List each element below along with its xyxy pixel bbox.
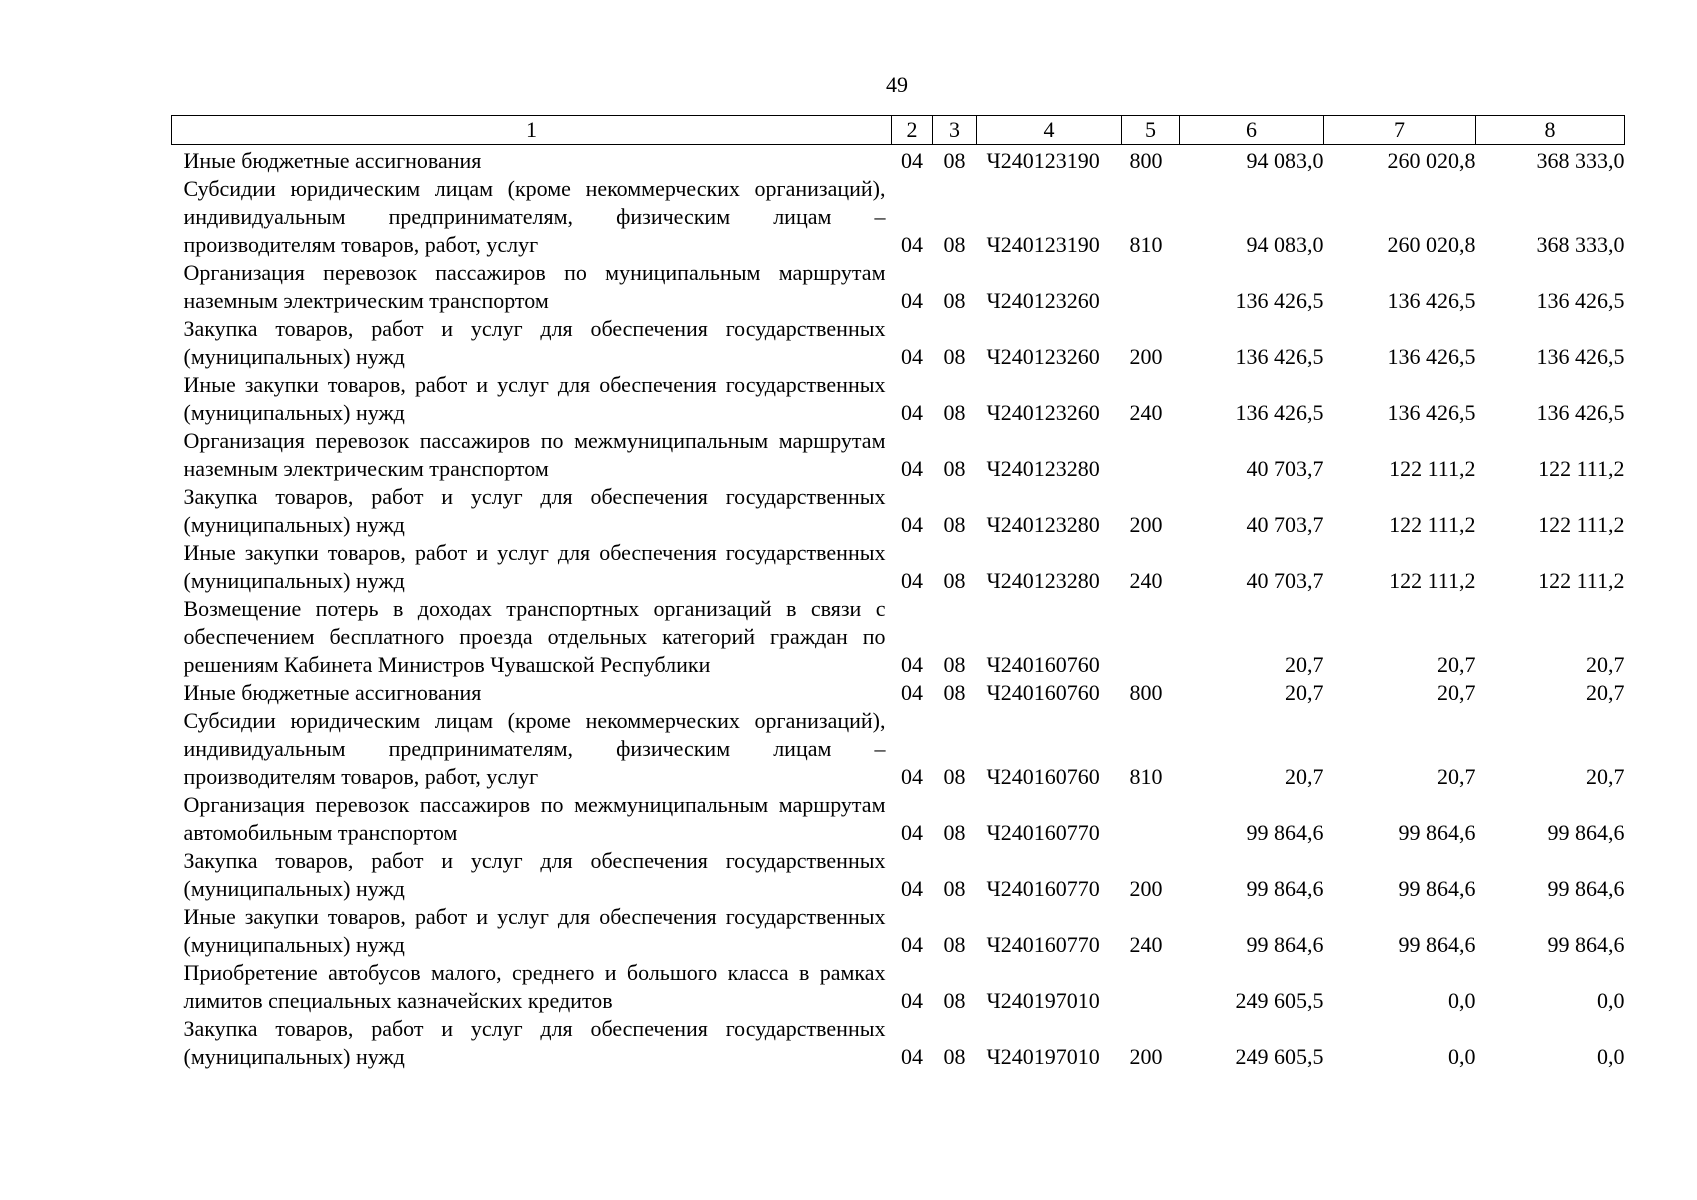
row-amount-year-2: 0,0 <box>1448 1044 1476 1069</box>
table-row <box>172 483 1625 539</box>
row-name: Иные бюджетные ассигнования <box>183 148 482 173</box>
row-amount-year-3: 99 864,6 <box>1547 932 1625 957</box>
header-col-6: 6 <box>1180 116 1324 145</box>
row-section: 04 <box>901 652 923 677</box>
row-amount-year-2: 136 426,5 <box>1387 400 1476 425</box>
table-body <box>172 145 1625 1072</box>
row-name: Возмещение потерь в доходах транспортных организаций в связи с обеспечением бесплатного проезда отдельных категорий граждан по решениям Кабинета Министров Чувашской Республики <box>183 596 886 677</box>
row-subsection: 08 <box>943 932 966 957</box>
row-target-code: Ч240160770 <box>986 820 1100 845</box>
row-target-code: Ч240123260 <box>986 344 1100 369</box>
row-expense-type <box>1122 259 1180 315</box>
table-row <box>172 371 1625 427</box>
row-amount-year-2: 20,7 <box>1437 764 1476 789</box>
row-target-code: Ч240160760 <box>986 680 1100 705</box>
row-amount-year-1: 20,7 <box>1285 680 1324 705</box>
row-amount-year-1: 136 426,5 <box>1235 344 1324 369</box>
row-amount-year-3: 20,7 <box>1586 680 1625 705</box>
row-amount-year-3: 99 864,6 <box>1547 876 1625 901</box>
row-subsection: 08 <box>943 652 966 677</box>
row-subsection: 08 <box>943 232 966 257</box>
table-row <box>172 959 1625 1015</box>
row-name: Закупка товаров, работ и услуг для обеспечения государственных (муниципальных) нужд <box>183 316 886 369</box>
row-amount-year-1: 136 426,5 <box>1235 400 1324 425</box>
row-subsection: 08 <box>943 876 966 901</box>
row-target-code: Ч240123280 <box>986 456 1100 481</box>
row-name: Субсидии юридическим лицам (кроме некоммерческих организаций), индивидуальным предпринимателям, физическим лицам – производителям товаров, работ, услуг <box>183 708 886 789</box>
table-row <box>172 707 1625 791</box>
row-name: Приобретение автобусов малого, среднего и большого класса в рамках лимитов специальных казначейских кредитов <box>183 960 886 1013</box>
row-amount-year-1: 249 605,5 <box>1235 1044 1324 1069</box>
row-amount-year-2: 99 864,6 <box>1398 932 1476 957</box>
row-amount-year-2: 20,7 <box>1437 652 1476 677</box>
row-target-code: Ч240123190 <box>986 232 1100 257</box>
row-target-code: Ч240160770 <box>986 932 1100 957</box>
row-section: 04 <box>901 344 923 369</box>
row-amount-year-1: 40 703,7 <box>1246 456 1324 481</box>
row-target-code: Ч240123260 <box>986 288 1100 313</box>
table-row <box>172 145 1625 176</box>
row-target-code: Ч240160760 <box>986 652 1100 677</box>
row-target-code: Ч240123260 <box>986 400 1100 425</box>
table-row <box>172 427 1625 483</box>
row-amount-year-3: 368 333,0 <box>1536 232 1625 257</box>
row-amount-year-2: 122 111,2 <box>1389 512 1476 537</box>
row-expense-type: 200 <box>1129 512 1163 537</box>
row-expense-type: 240 <box>1129 932 1163 957</box>
header-col-2: 2 <box>892 116 933 145</box>
row-section: 04 <box>901 400 923 425</box>
row-section: 04 <box>901 988 923 1013</box>
header-col-4: 4 <box>977 116 1122 145</box>
row-expense-type: 800 <box>1129 148 1163 173</box>
row-amount-year-2: 0,0 <box>1448 988 1476 1013</box>
row-expense-type: 800 <box>1129 680 1163 705</box>
row-subsection: 08 <box>943 1044 966 1069</box>
header-col-3: 3 <box>933 116 977 145</box>
header-col-7: 7 <box>1324 116 1476 145</box>
table-row <box>172 259 1625 315</box>
row-subsection: 08 <box>943 456 966 481</box>
table-row <box>172 595 1625 679</box>
table-row <box>172 175 1625 259</box>
row-amount-year-3: 20,7 <box>1586 764 1625 789</box>
row-section: 04 <box>901 512 923 537</box>
row-amount-year-2: 99 864,6 <box>1398 876 1476 901</box>
row-name: Иные закупки товаров, работ и услуг для обеспечения государственных (муниципальных) нужд <box>183 372 886 425</box>
row-amount-year-1: 40 703,7 <box>1246 512 1324 537</box>
row-amount-year-2: 260 020,8 <box>1387 148 1476 173</box>
row-section: 04 <box>901 876 923 901</box>
row-expense-type <box>1122 959 1180 1015</box>
table-row <box>172 903 1625 959</box>
row-name: Закупка товаров, работ и услуг для обеспечения государственных (муниципальных) нужд <box>183 848 886 901</box>
table-row <box>172 315 1625 371</box>
row-target-code: Ч240160770 <box>986 876 1100 901</box>
row-name: Иные закупки товаров, работ и услуг для обеспечения государственных (муниципальных) нужд <box>183 540 886 593</box>
row-section: 04 <box>901 1044 923 1069</box>
table-row <box>172 679 1625 707</box>
row-amount-year-1: 99 864,6 <box>1246 932 1324 957</box>
table-header <box>172 116 1625 145</box>
page-number: 49 <box>886 72 908 97</box>
row-amount-year-2: 136 426,5 <box>1387 344 1476 369</box>
row-expense-type: 200 <box>1129 876 1163 901</box>
row-amount-year-1: 94 083,0 <box>1246 232 1324 257</box>
row-amount-year-3: 0,0 <box>1597 988 1625 1013</box>
row-subsection: 08 <box>943 820 966 845</box>
row-name: Иные бюджетные ассигнования <box>183 680 482 705</box>
row-subsection: 08 <box>943 988 966 1013</box>
row-subsection: 08 <box>943 148 966 173</box>
row-target-code: Ч240197010 <box>986 1044 1100 1069</box>
row-amount-year-1: 20,7 <box>1285 764 1324 789</box>
row-subsection: 08 <box>943 400 966 425</box>
row-subsection: 08 <box>943 680 966 705</box>
row-amount-year-1: 99 864,6 <box>1246 876 1324 901</box>
row-name: Субсидии юридическим лицам (кроме некоммерческих организаций), индивидуальным предпринимателям, физическим лицам – производителям товаров, работ, услуг <box>183 176 886 257</box>
row-expense-type <box>1122 595 1180 679</box>
row-amount-year-3: 122 111,2 <box>1538 512 1625 537</box>
row-target-code: Ч240197010 <box>986 988 1100 1013</box>
row-name: Иные закупки товаров, работ и услуг для обеспечения государственных (муниципальных) нужд <box>183 904 886 957</box>
row-amount-year-1: 94 083,0 <box>1246 148 1324 173</box>
row-amount-year-2: 20,7 <box>1437 680 1476 705</box>
row-section: 04 <box>901 680 923 705</box>
row-amount-year-3: 368 333,0 <box>1536 148 1625 173</box>
header-col-1: 1 <box>172 116 892 145</box>
row-name: Закупка товаров, работ и услуг для обеспечения государственных (муниципальных) нужд <box>183 1016 886 1069</box>
row-section: 04 <box>901 568 923 593</box>
row-section: 04 <box>901 820 923 845</box>
row-section: 04 <box>901 764 923 789</box>
table-row <box>172 539 1625 595</box>
row-amount-year-3: 0,0 <box>1597 1044 1625 1069</box>
row-section: 04 <box>901 456 923 481</box>
row-expense-type: 810 <box>1129 232 1163 257</box>
row-amount-year-1: 136 426,5 <box>1235 288 1324 313</box>
row-amount-year-3: 136 426,5 <box>1536 288 1625 313</box>
row-amount-year-1: 40 703,7 <box>1246 568 1324 593</box>
header-row <box>172 116 1625 145</box>
row-amount-year-2: 136 426,5 <box>1387 288 1476 313</box>
row-expense-type <box>1122 791 1180 847</box>
row-subsection: 08 <box>943 288 966 313</box>
row-amount-year-3: 122 111,2 <box>1538 456 1625 481</box>
row-expense-type: 240 <box>1129 568 1163 593</box>
row-target-code: Ч240123280 <box>986 512 1100 537</box>
row-amount-year-1: 99 864,6 <box>1246 820 1324 845</box>
row-subsection: 08 <box>943 568 966 593</box>
row-target-code: Ч240123280 <box>986 568 1100 593</box>
row-expense-type <box>1122 427 1180 483</box>
row-amount-year-2: 122 111,2 <box>1389 568 1476 593</box>
row-amount-year-2: 122 111,2 <box>1389 456 1476 481</box>
row-name: Организация перевозок пассажиров по межмуниципальным маршрутам наземным электрическим транспортом <box>183 428 886 481</box>
row-section: 04 <box>901 232 923 257</box>
row-section: 04 <box>901 932 923 957</box>
row-target-code: Ч240123190 <box>986 148 1100 173</box>
row-section: 04 <box>901 148 923 173</box>
row-subsection: 08 <box>943 764 966 789</box>
table-row <box>172 1015 1625 1071</box>
row-amount-year-1: 249 605,5 <box>1235 988 1324 1013</box>
row-amount-year-3: 136 426,5 <box>1536 344 1625 369</box>
table-row <box>172 847 1625 903</box>
row-amount-year-3: 20,7 <box>1586 652 1625 677</box>
table-row <box>172 791 1625 847</box>
budget-table <box>171 115 1625 1071</box>
row-amount-year-1: 20,7 <box>1285 652 1324 677</box>
row-name: Организация перевозок пассажиров по муниципальным маршрутам наземным электрическим транспортом <box>183 260 886 313</box>
row-amount-year-3: 99 864,6 <box>1547 820 1625 845</box>
header-col-5: 5 <box>1122 116 1180 145</box>
row-amount-year-2: 99 864,6 <box>1398 820 1476 845</box>
row-name: Закупка товаров, работ и услуг для обеспечения государственных (муниципальных) нужд <box>183 484 886 537</box>
row-subsection: 08 <box>943 344 966 369</box>
header-col-8: 8 <box>1476 116 1625 145</box>
row-expense-type: 200 <box>1129 1044 1163 1069</box>
row-section: 04 <box>901 288 923 313</box>
row-amount-year-2: 260 020,8 <box>1387 232 1476 257</box>
row-expense-type: 240 <box>1129 400 1163 425</box>
row-expense-type: 810 <box>1129 764 1163 789</box>
row-amount-year-3: 136 426,5 <box>1536 400 1625 425</box>
row-expense-type: 200 <box>1129 344 1163 369</box>
row-amount-year-3: 122 111,2 <box>1538 568 1625 593</box>
row-subsection: 08 <box>943 512 966 537</box>
row-name: Организация перевозок пассажиров по межмуниципальным маршрутам автомобильным транспортом <box>183 792 886 845</box>
row-target-code: Ч240160760 <box>986 764 1100 789</box>
